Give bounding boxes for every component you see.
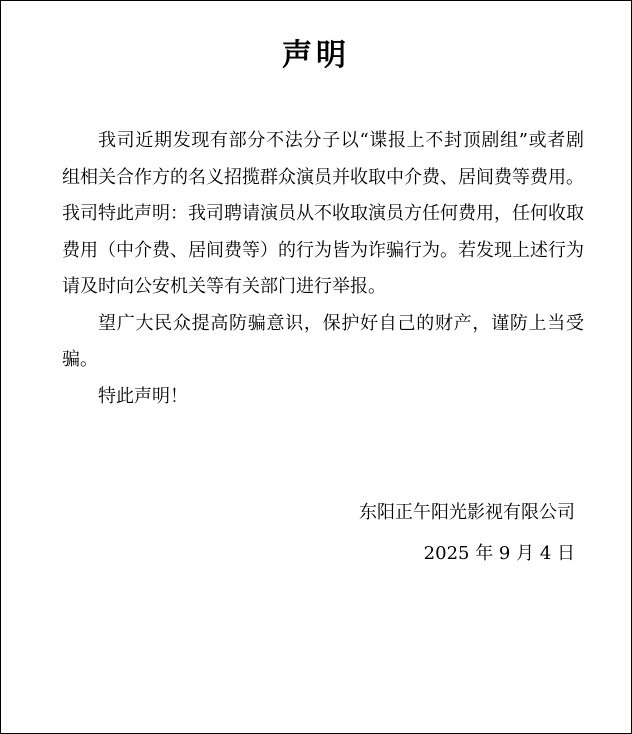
paragraph-fraud-notice: 我司近期发现有部分不法分子以“谍报上不封顶剧组”或者剧组相关合作方的名义招揽群众演员并收取中介费、居间费等费用。我司特此声明：我司聘请演员从不收取演员方任何费用，任何收取费用（中介费、居间费等）的行为皆为诈骗行为。若发现上述行为请及时向公安机关等有关部门进行举报。: [62, 130, 584, 297]
document-title: 声明: [282, 38, 350, 73]
paragraph-warning: 望广大民众提高防骗意识，保护好自己的财产，谨防上当受骗。: [62, 312, 584, 370]
document-date: 2025 年 9 月 4 日: [423, 543, 575, 564]
signature-block: [359, 495, 575, 572]
company-name: 东阳正午阳光影视有限公司: [359, 502, 575, 523]
document-body: [62, 123, 584, 415]
paragraph-closing: 特此声明！: [98, 385, 188, 407]
